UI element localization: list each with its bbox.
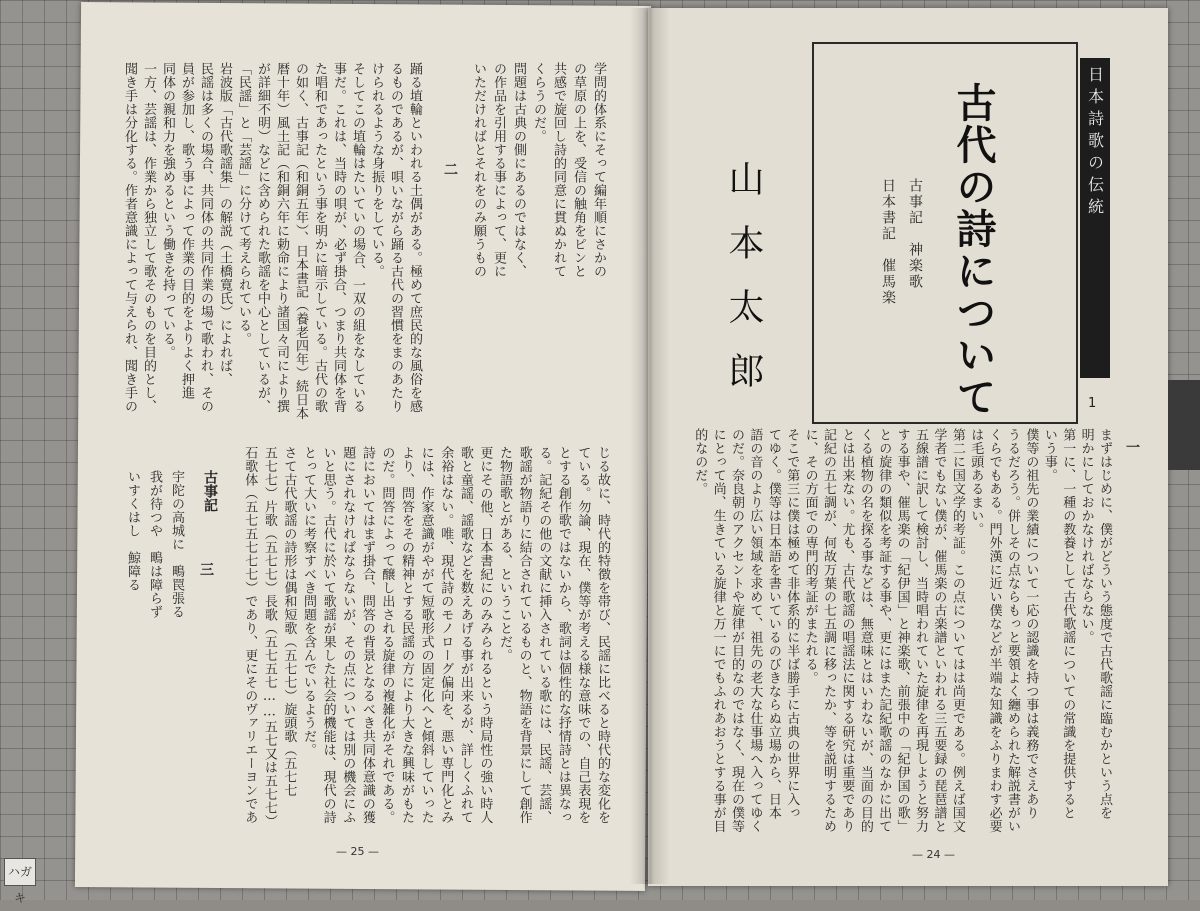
text-column: 題にされなければならないが、その点については別の機会にふ [340, 446, 356, 824]
text-column: ている。勿論、現在、僕等が考える様な意味での、自己表現を [575, 446, 591, 824]
text-column: てゆく。僕等は日本語を書いているのびきならぬ立場から、日本 [765, 428, 781, 820]
section-heading-2: 二 [442, 162, 458, 176]
left-top-body-text [468, 62, 608, 286]
text-column: 一方、芸謡は、作業から独立して歌そのものを目的とし、 [141, 62, 156, 413]
left-mid-body-text [118, 62, 424, 426]
text-column: そこで第三に僕は極めて非体系的に半ば勝手に古典の世界に入っ [784, 428, 800, 820]
kojiki-heading: 古事記 [202, 470, 218, 512]
text-column: けられるような身振りをしている。 [369, 62, 384, 278]
text-column: 僕等の祖先の業績について一応の認識を持つ事は義務でさえあり [1023, 428, 1039, 820]
text-column: くらでもある。門外漢に近い僕などが半端な知識をふりまわす必要 [986, 428, 1002, 833]
section-heading-3: 三 [198, 562, 214, 576]
mat-label: ハガキ [4, 858, 36, 886]
text-column: のだ。問答によって醸し出される旋律の複雑化がそれである。 [379, 446, 395, 824]
text-column: た唱和であったという事を明かに暗示している。古代の歌 [312, 62, 327, 413]
text-column: さて古代歌謡の詩形は偶和短歌（五七七）旋頭歌（五七七 [281, 446, 297, 797]
text-column: との旋律の類似を考証する事や、更にはまた記紀歌謡のなかに出て [876, 428, 892, 833]
text-column: 我が待つや 鴫は障らず [147, 470, 162, 619]
text-column: とは出来ない。尤も、古代歌謡の唱謡法に関する研究は重要であり [839, 428, 855, 833]
text-column: 記紀の五七調が、何故万葉の七五調に移ったか、等を説明するため [821, 428, 836, 833]
text-column: より、問答をその精神とする民謡の方により大きな興味がもた [399, 446, 414, 824]
text-column: 問題は古典の側にあるのではなく、 [511, 62, 526, 278]
text-column: 員が参加し、歌う事によって作業の目的をよりよく押進 [179, 62, 194, 400]
text-column: くらうのだ。 [531, 62, 546, 143]
page-number-right: — 24 — [912, 848, 955, 861]
subtitle-2: 日本書記 催馬楽 [880, 178, 896, 306]
text-column: の草原の上を、受信の触角をピンと [571, 62, 586, 278]
section-heading-1: 一 [1124, 440, 1140, 454]
edge-shadow [1168, 380, 1200, 470]
text-column: 学者でもない僕が、催馬楽の古楽譜といわれる三五要録の琵琶譜と [931, 428, 947, 833]
left-bottom-body-text [238, 446, 612, 832]
text-column: た物語歌とがある、ということだ。 [497, 446, 512, 662]
text-column: のだ。奈良朝のアクセントや旋律が目的なのではなく、現在の僕等 [729, 428, 744, 833]
text-column: そしてこの埴輪はたいていの場合、一双の組をなしている [350, 62, 365, 413]
text-column: 更にその他、日本書紀にのみみられるという時局性の強い時人 [477, 446, 493, 824]
text-column: 歌謡が物語りに結合されているものと、物語を背景にして創作 [516, 446, 532, 824]
right-body-text [690, 428, 1114, 840]
text-column: 学問的体系にそって編年順にさかの [591, 62, 606, 278]
text-column: まずはじめに、僕がどういう態度で古代歌謡に臨むかという点を [1097, 428, 1112, 820]
text-column: とする創作歌ではないから、歌詞は個性的な抒情詩とは異なっ [555, 446, 571, 824]
text-column: 踊る埴輪といわれる土偶がある。極めて庶民的な風俗を感 [407, 62, 422, 413]
text-column: 同体の親和力を強めるという働きを持っている。 [160, 62, 175, 359]
text-column: 余裕はない。唯、現代詩のモノローグ偏向を、悪い専門化とみ [438, 446, 454, 824]
text-column: 五七七）片歌（五七七）長歌（五七五七……五七又は五七七） [261, 446, 277, 828]
text-column: いすくはし 鯨障る [125, 470, 140, 592]
text-column: 事だ。これは、当時の唄が、必ず掛合、つまり共同体を背 [331, 62, 346, 413]
text-column: る。記紀その他の文献に挿入されている歌には、民謡、芸謡、 [536, 446, 552, 824]
text-column: が詳細不明）などに含められた歌謡を中心としているが、 [255, 62, 270, 413]
series-tab: 日本詩歌の伝統 [1080, 58, 1110, 378]
text-column: 明かにしておかなければならない。 [1078, 428, 1094, 644]
text-column: じる故に、時代的特徴を帯び、民謡に比べると時代的な変化を [595, 446, 610, 824]
text-column: 石歌体（五七五七七七）であり、更にそのヴァリエーヨンであ [242, 446, 258, 824]
text-column: うるだろう。併しその点ならもっと要領よく纏められた解説書がい [1005, 428, 1020, 833]
text-column: 詩においてはまず掛合、問答の背景となるべき共同体意識の獲 [359, 446, 375, 824]
text-column: の作品を引用する事によって、更に [491, 62, 506, 278]
text-column: 第二に国文学的考証。この点についてはは尚更である。例えば国文 [949, 428, 965, 833]
text-column: とって大いに考察すべき問題を含んでいるようだ。 [301, 446, 316, 757]
text-column: にとって尚、生きている旋律と万一にでもふれあおうとする事が目 [710, 428, 726, 833]
series-number: 1 [1088, 396, 1097, 411]
text-column: くる植物の名を探る事などは、無意味とはいわないが、当面の目的 [857, 428, 873, 833]
author-name: 山本太郎 [723, 160, 764, 416]
text-column: 岩波版「古代歌謡集」の解説（土橋寛氏）によれば、 [217, 62, 232, 386]
page-number-left: — 25 — [336, 845, 379, 858]
text-column: に、その方面での専門的考証がまたれる。 [802, 428, 818, 685]
text-column: 暦十年）風土記（和銅六年に勅命により諸国々司により撰 [274, 62, 289, 413]
text-column: 宇陀の高城に 鴫罠張る [169, 470, 184, 619]
subtitle-1: 古事記 神楽歌 [907, 178, 923, 290]
text-column: いただければとそれをのみ願うもの [471, 62, 486, 278]
text-column: 第一に、一種の教養として古代歌謡についての常識を提供すると [1060, 428, 1076, 820]
text-column: 語の音のより広い領域を求めて、祖先の老大な仕事場へ入ってゆく [747, 428, 763, 833]
text-column: 歌と童謡、謡歌などを数えあげる事が出来るが、詳しくふれて [457, 446, 473, 824]
text-column: 的なのだ。 [692, 428, 708, 496]
text-column: いう事。 [1041, 428, 1057, 482]
poem-block [120, 470, 186, 690]
text-column: 「民謡」と「芸謡」に分けて考えられている。 [236, 62, 251, 346]
text-column: 五線譜に訳して検討し、当時唱われていた旋律を再現しようと努力 [913, 428, 928, 833]
text-column: 共感で旋回し詩的同意に貫ぬかれて [551, 62, 566, 278]
article-title: 古代の詩について [950, 82, 997, 418]
text-column: いと思う。古代に於いて歌謡が果した社会的機能は、現代の詩 [320, 446, 336, 824]
text-column: るものであるが、唄いながら踊る古代の習慣をまのあたり [388, 62, 403, 413]
book-gutter [630, 8, 670, 884]
text-column: には、作家意識がやがて短歌形式の固定化へと傾斜していった [418, 446, 434, 824]
text-column: は毛頭あるまい。 [968, 428, 984, 536]
text-column: する事や、催馬楽の「紀伊国」と神楽歌、前張中の「紀伊国の歌」 [894, 428, 910, 833]
text-column: 聞き手は分化する。作者意識によって与えられ、聞き手の [122, 62, 137, 413]
text-column: 民謡は多くの場合、共同体の共同作業の場で歌われ、その [198, 62, 213, 413]
text-column: の如く、古事記（和銅五年）、日本書記（養老四年）続日本 [293, 62, 308, 420]
